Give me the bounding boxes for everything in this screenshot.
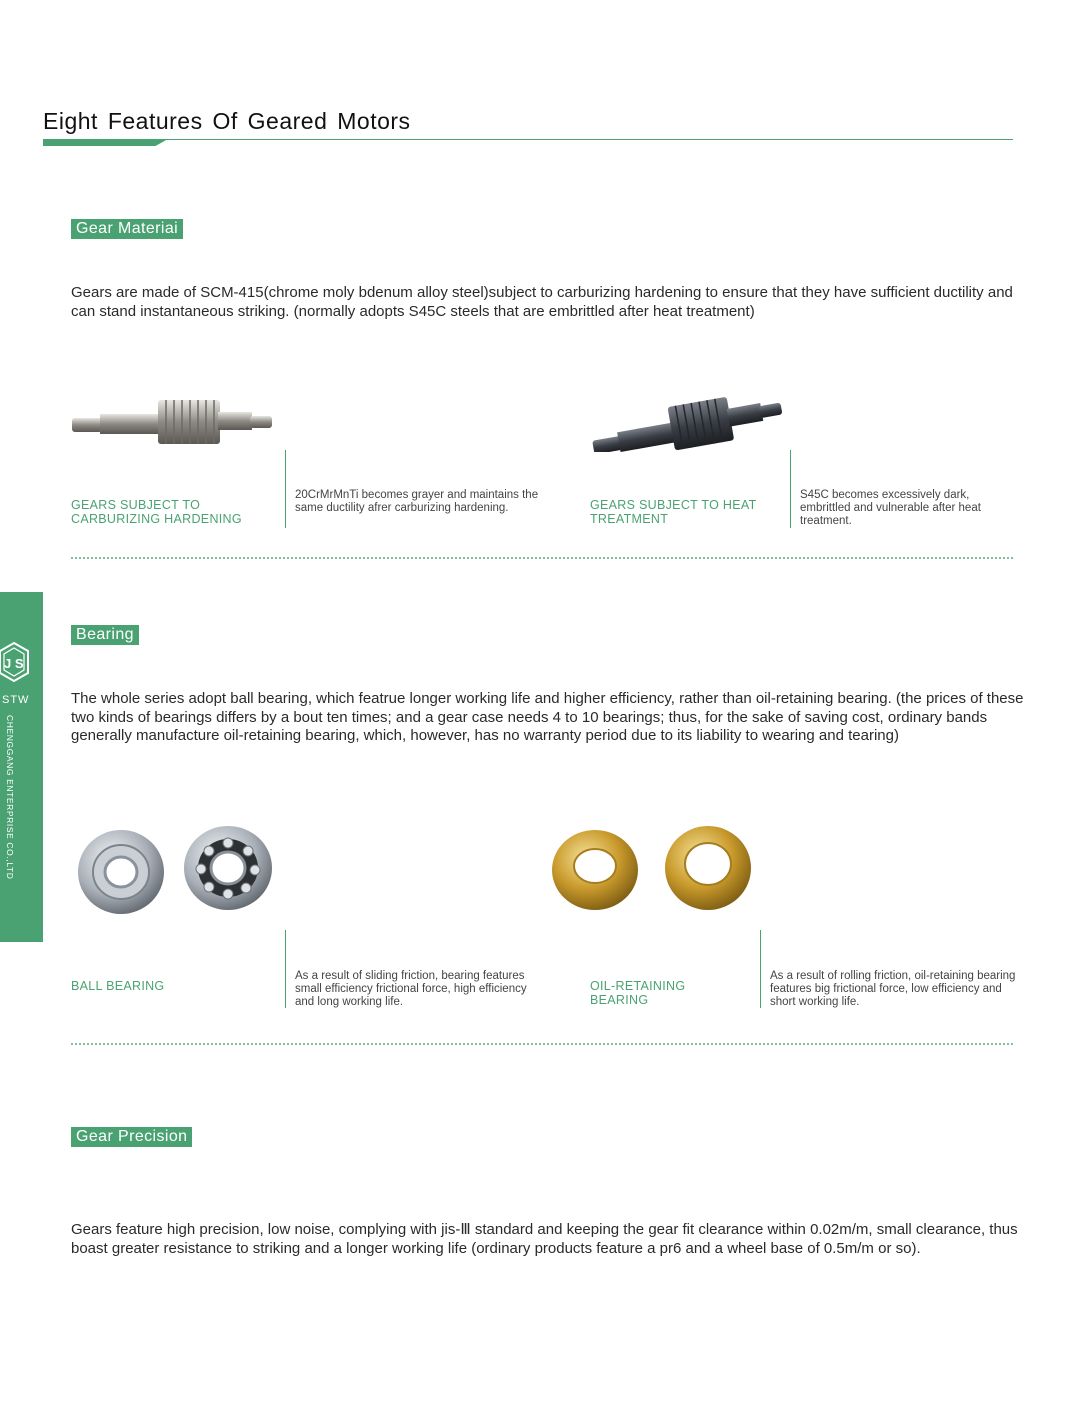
- heat-treated-gear-shaft-image: [588, 388, 786, 452]
- title-rule: [43, 139, 1013, 140]
- caption-divider: [285, 930, 286, 1008]
- logo-text: STW: [2, 694, 30, 706]
- section-tag-bearing: Bearing: [71, 625, 139, 645]
- title-accent-bar: [43, 139, 168, 146]
- desc-ball-bearing: As a result of sliding friction, bearing features small efficiency frictional force, high efficiency and long working life.: [295, 970, 527, 1009]
- gear-material-paragraph: Gears are made of SCM-415(chrome moly bdenum alloy steel)subject to carburizing hardening to ensure that they have sufficient ductility and can stand instantaneous striking. (normally adopts S45C steels that are embrittled after heat treatment): [71, 284, 1013, 320]
- carburized-gear-shaft-image: [70, 392, 275, 448]
- page-title: Eight Features Of Geared Motors: [43, 108, 411, 134]
- caption-divider: [285, 450, 286, 528]
- oil-retaining-bearings-image: [550, 824, 756, 914]
- svg-text:J S: J S: [4, 656, 24, 671]
- caption-oil-retaining-bearing: OIL-RETAINING BEARING: [590, 979, 686, 1007]
- desc-heat-treatment: S45C becomes excessively dark, embrittled and vulnerable after heat treatment.: [800, 489, 981, 528]
- desc-oil-retaining-bearing: As a result of rolling friction, oil-retaining bearing features big frictional force, low efficiency and short working life.: [770, 970, 1016, 1009]
- caption-divider: [790, 450, 791, 528]
- caption-heat-treatment: GEARS SUBJECT TO HEAT TREATMENT: [590, 498, 757, 526]
- section-tag-gear-precision: Gear Precision: [71, 1127, 192, 1147]
- section-tag-gear-material: Gear Materiai: [71, 219, 183, 239]
- bearing-paragraph: The whole series adopt ball bearing, which featrue longer working life and higher efficiency, rather than oil-retaining bearing. (the prices of these two kinds of bearings differs by a bout ten times; and a gear case needs 4 to 10 bearings; thus, for the sake of saving cost, ordinary bands generally manufacture oil-retaining bearing, which, however, has no warranty period due to its liability to wearing and tearing): [71, 690, 1024, 744]
- desc-carburizing: 20CrMrMnTi becomes grayer and maintains the same ductility afrer carburizing hardening.: [295, 489, 539, 515]
- ball-bearings-image: [76, 826, 276, 916]
- caption-ball-bearing: BALL BEARING: [71, 979, 165, 993]
- caption-carburizing: GEARS SUBJECT TO CARBURIZING HARDENING: [71, 498, 242, 526]
- company-logo-icon: [0, 640, 34, 684]
- gear-precision-paragraph: Gears feature high precision, low noise, complying with jis-Ⅲ standard and keeping the gear fit clearance within 0.02m/m, small clearance, thus boast greater resistance to striking and a longer working life (ordinary products feature a pr6 and a wheel base of 0.5m/m or so).: [71, 1221, 1018, 1257]
- section-divider: [71, 1043, 1013, 1045]
- company-name: CHENGGANG ENTERPRISE CO.,LTD: [5, 715, 15, 880]
- caption-divider: [760, 930, 761, 1008]
- section-divider: [71, 557, 1013, 559]
